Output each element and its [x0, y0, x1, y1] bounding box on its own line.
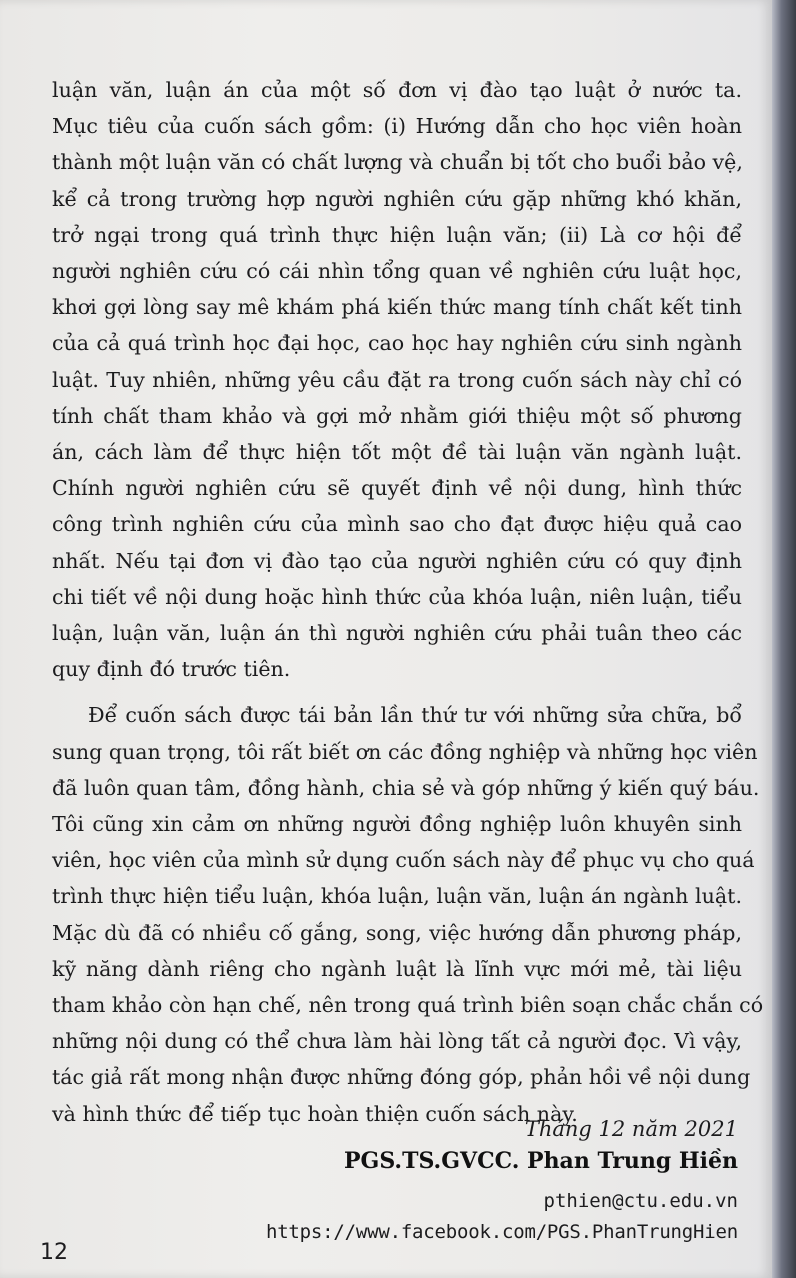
text-line: thành một luận văn có chất lượng và chuẩn bị tốt cho buổi bảo vệ, [52, 150, 743, 175]
text-line: của cả quá trình học đại học, cao học hay nghiên cứu sinh ngành [52, 331, 742, 356]
text-line: luận văn, luận án của một số đơn vị đào tạo luật ở nước ta. [52, 78, 742, 102]
text-line: người nghiên cứu có cái nhìn tổng quan về nghiên cứu luật học, [52, 259, 742, 284]
text-line: đã luôn quan tâm, đồng hành, chia sẻ và góp những ý kiến quý báu. [52, 775, 760, 800]
text-line: khơi gợi lòng say mê khám phá kiến thức mang tính chất kết tinh [52, 295, 742, 320]
text-line: chi tiết về nội dung hoặc hình thức của khóa luận, niên luận, tiểu [52, 584, 742, 609]
text-line: công trình nghiên cứu của mình sao cho đạt được hiệu quả cao [52, 512, 742, 537]
signature-email: pthien@ctu.edu.vn [543, 1190, 738, 1212]
text-line: kỹ năng dành riêng cho ngành luật là lĩnh vực mới mẻ, tài liệu [52, 956, 742, 981]
text-line: Mục tiêu của cuốn sách gồm: (i) Hướng dẫn cho học viên hoàn [52, 114, 742, 139]
text-line: những nội dung có thể chưa làm hài lòng tất cả người đọc. Vì vậy, [52, 1029, 742, 1054]
signature-author: PGS.TS.GVCC. Phan Trung Hiền [343, 1148, 738, 1174]
text-line: và hình thức để tiếp tục hoàn thiện cuốn sách này. [52, 1101, 578, 1126]
text-line: tham khảo còn hạn chế, nên trong quá trình biên soạn chắc chắn có [52, 993, 764, 1018]
text-line: nhất. Nếu tại đơn vị đào tạo của người nghiên cứu có quy định [52, 548, 742, 573]
text-line: luật. Tuy nhiên, những yêu cầu đặt ra trong cuốn sách này chỉ có [52, 367, 742, 392]
text-line: quy định đó trước tiên. [52, 657, 291, 682]
text-line: Mặc dù đã có nhiều cố gắng, song, việc hướng dẫn phương pháp, [52, 920, 742, 945]
signature-facebook: https://www.facebook.com/PGS.PhanTrungHien [265, 1221, 738, 1243]
text-line: sung quan trọng, tôi rất biết ơn các đồng nghiệp và những học viên [52, 739, 758, 764]
text-line: án, cách làm để thực hiện tốt một đề tài luận văn ngành luật. [52, 440, 742, 465]
page-number: 12 [40, 1240, 68, 1265]
paragraph-1 [52, 72, 742, 687]
body-text [52, 72, 764, 1132]
text-line: Để cuốn sách được tái bản lần thứ tư với những sửa chữa, bổ [88, 703, 742, 728]
book-edge [772, 0, 796, 1278]
text-line: Tôi cũng xin cảm ơn những người đồng nghiệp luôn khuyên sinh [52, 812, 742, 837]
text-line: Chính người nghiên cứu sẽ quyết định về nội dung, hình thức [52, 476, 742, 501]
text-line: trở ngại trong quá trình thực hiện luận văn; (ii) Là cơ hội để [52, 222, 742, 247]
text-line: tính chất tham khảo và gợi mở nhằm giới thiệu một số phương [52, 403, 742, 428]
text-line: luận, luận văn, luận án thì người nghiên cứu phải tuân theo các [52, 621, 742, 646]
paragraph-gap [52, 687, 742, 697]
paragraph-2 [52, 697, 764, 1131]
text-line: tác giả rất mong nhận được những đóng góp, phản hồi về nội dung [52, 1065, 751, 1090]
text-line: trình thực hiện tiểu luận, khóa luận, luận văn, luận án ngành luật. [52, 884, 742, 909]
text-line: viên, học viên của mình sử dụng cuốn sách này để phục vụ cho quá [52, 848, 755, 873]
signature-date: Tháng 12 năm 2021 [524, 1117, 738, 1141]
text-line: kể cả trong trường hợp người nghiên cứu gặp những khó khăn, [52, 186, 742, 211]
